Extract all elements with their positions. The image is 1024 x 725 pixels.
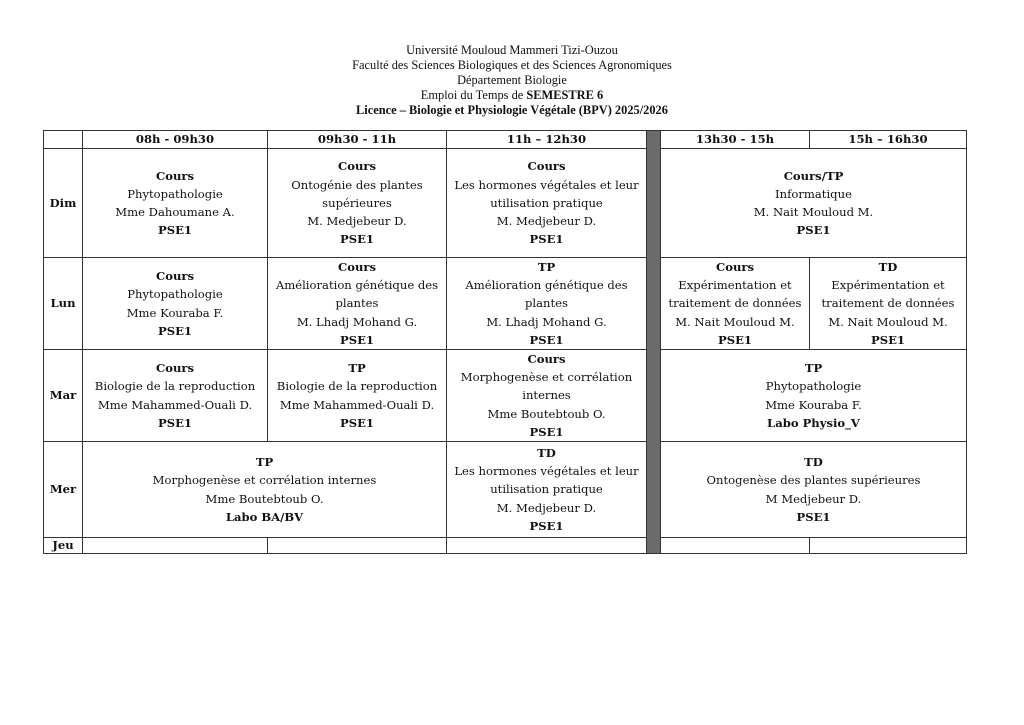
session-type: Cours: [715, 260, 755, 274]
day-label: Lun: [44, 258, 83, 350]
session-cell: [447, 442, 647, 538]
session-subject: Amélioration génétique des: [465, 278, 628, 293]
session-subject: Les hormones végétales et leur: [454, 464, 639, 479]
session-cell: [268, 149, 447, 258]
session-cell: [83, 149, 268, 258]
timetable-header-row: [44, 131, 967, 149]
session-teacher: M. Medjebeur D.: [496, 500, 597, 515]
timeslot-header: 11h – 12h30: [447, 131, 647, 149]
session-room: Labo Physio_V: [767, 415, 860, 430]
session-cell: [447, 258, 647, 350]
session-teacher: M. Lhadj Mohand G.: [296, 314, 418, 329]
session-teacher: Mme Mahammed-Ouali D.: [97, 397, 253, 412]
session-room: PSE1: [340, 332, 374, 347]
day-row-jeu: [44, 538, 967, 554]
session-type: TP: [537, 260, 556, 274]
session-room: PSE1: [796, 509, 831, 524]
session-subject: Ontogenèse des plantes supérieures: [706, 473, 921, 488]
session-subject: Expérimentation et: [831, 278, 945, 293]
session-cell: [661, 149, 967, 258]
session-room: PSE1: [796, 223, 831, 238]
session-teacher: M Medjebeur D.: [765, 491, 862, 506]
session-subject: Biologie de la reproduction: [94, 379, 256, 394]
session-subject: traitement de données: [821, 296, 955, 311]
session-cell: [661, 442, 967, 538]
session-subject: Les hormones végétales et leur: [454, 177, 639, 192]
session-teacher: Mme Kouraba F.: [126, 305, 224, 320]
session-cell: [268, 350, 447, 442]
session-subject: internes: [522, 388, 571, 403]
empty-cell: [83, 538, 268, 554]
session-room: PSE1: [529, 518, 564, 533]
empty-cell: [447, 538, 647, 554]
day-row-mer: [44, 442, 967, 538]
session-subject: utilisation pratique: [490, 482, 603, 497]
session-subject: supérieures: [322, 195, 392, 210]
schedule-prefix: Emploi du Temps de: [420, 88, 524, 102]
session-room: PSE1: [340, 232, 374, 247]
session-cell: [661, 350, 967, 442]
timeslot-header: 15h – 16h30: [810, 131, 967, 149]
day-label: Dim: [44, 149, 83, 258]
timeslot-header: 13h30 - 15h: [661, 131, 810, 149]
session-subject: Informatique: [775, 186, 852, 201]
session-type: Cours: [527, 159, 566, 174]
empty-cell: [268, 538, 447, 554]
timeslot-header: 08h - 09h30: [83, 131, 268, 149]
session-teacher: M. Nait Mouloud M.: [753, 205, 874, 219]
session-teacher: Mme Mahammed-Ouali D.: [279, 397, 435, 412]
department-name: Département Biologie: [457, 73, 567, 87]
session-subject: Expérimentation et: [678, 278, 792, 293]
timeslot-header: 09h30 - 11h: [268, 131, 447, 149]
session-subject: Ontogénie des plantes: [291, 177, 423, 192]
session-room: PSE1: [718, 332, 752, 347]
session-type: Cours: [527, 352, 566, 367]
session-cell: [83, 442, 447, 538]
session-type: TP: [804, 361, 823, 376]
session-subject: plantes: [335, 296, 379, 311]
session-type: TP: [348, 361, 366, 376]
session-room: PSE1: [529, 232, 564, 247]
session-teacher: Mme Boutebtoub O.: [487, 406, 606, 421]
session-room: Labo BA/BV: [225, 509, 304, 524]
lunch-break-column: [647, 131, 661, 554]
timetable: [43, 130, 967, 554]
session-room: PSE1: [529, 332, 564, 347]
university-name: Université Mouloud Mammeri Tizi-Ouzou: [406, 43, 618, 57]
session-cell: [83, 258, 268, 350]
schedule-title: [0, 88, 1024, 103]
session-subject: Amélioration génétique des: [275, 278, 439, 293]
session-type: Cours: [337, 260, 377, 274]
document-header: [0, 43, 1024, 118]
session-type: TP: [255, 455, 274, 470]
session-cell: [810, 258, 967, 350]
corner-cell: [44, 131, 83, 149]
session-subject: utilisation pratique: [490, 195, 603, 210]
session-room: PSE1: [158, 323, 192, 338]
session-type: Cours: [155, 168, 195, 183]
session-type: Cours: [155, 269, 195, 284]
session-subject: Morphogenèse et corrélation internes: [152, 473, 377, 488]
session-type: TD: [878, 260, 898, 274]
program-title: Licence – Biologie et Physiologie Végétale (BPV) 2025/2026: [356, 103, 668, 117]
session-type: Cours/TP: [783, 168, 844, 183]
session-room: PSE1: [340, 415, 374, 430]
session-cell: [447, 149, 647, 258]
day-label: Jeu: [44, 538, 83, 554]
session-room: PSE1: [158, 415, 192, 430]
session-cell: [268, 258, 447, 350]
day-label: Mer: [44, 442, 83, 538]
empty-cell: [810, 538, 967, 554]
session-room: PSE1: [871, 332, 905, 347]
session-teacher: M. Nait Mouloud M.: [675, 314, 795, 329]
session-cell: [447, 350, 647, 442]
session-type: TD: [537, 446, 556, 461]
day-label: Mar: [44, 350, 83, 442]
session-cell: [83, 350, 268, 442]
session-subject: Biologie de la reproduction: [276, 379, 438, 394]
session-subject: traitement de données: [668, 296, 802, 311]
semester-label: SEMESTRE 6: [526, 88, 604, 102]
session-teacher: Mme Dahoumane A.: [115, 205, 235, 219]
session-subject: Morphogenèse et corrélation: [460, 370, 633, 385]
faculty-name: Faculté des Sciences Biologiques et des Sciences Agronomiques: [352, 58, 672, 72]
session-type: Cours: [155, 361, 195, 376]
session-subject: Phytopathologie: [765, 379, 862, 394]
session-type: TD: [804, 455, 823, 470]
session-room: PSE1: [158, 223, 192, 238]
session-teacher: M. Nait Mouloud M.: [828, 314, 948, 329]
session-subject: plantes: [525, 296, 568, 311]
day-row-dim: [44, 149, 967, 258]
empty-cell: [661, 538, 810, 554]
session-teacher: M. Lhadj Mohand G.: [486, 314, 607, 329]
session-subject: Phytopathologie: [127, 186, 223, 201]
session-teacher: Mme Boutebtoub O.: [205, 491, 324, 506]
session-teacher: Mme Kouraba F.: [765, 397, 862, 412]
session-subject: Phytopathologie: [127, 287, 223, 302]
session-room: PSE1: [529, 424, 564, 439]
day-row-lun: [44, 258, 967, 350]
session-type: Cours: [337, 159, 377, 174]
day-row-mar: [44, 350, 967, 442]
session-teacher: M. Medjebeur D.: [307, 214, 407, 229]
session-teacher: M. Medjebeur D.: [496, 214, 597, 229]
session-cell: [661, 258, 810, 350]
